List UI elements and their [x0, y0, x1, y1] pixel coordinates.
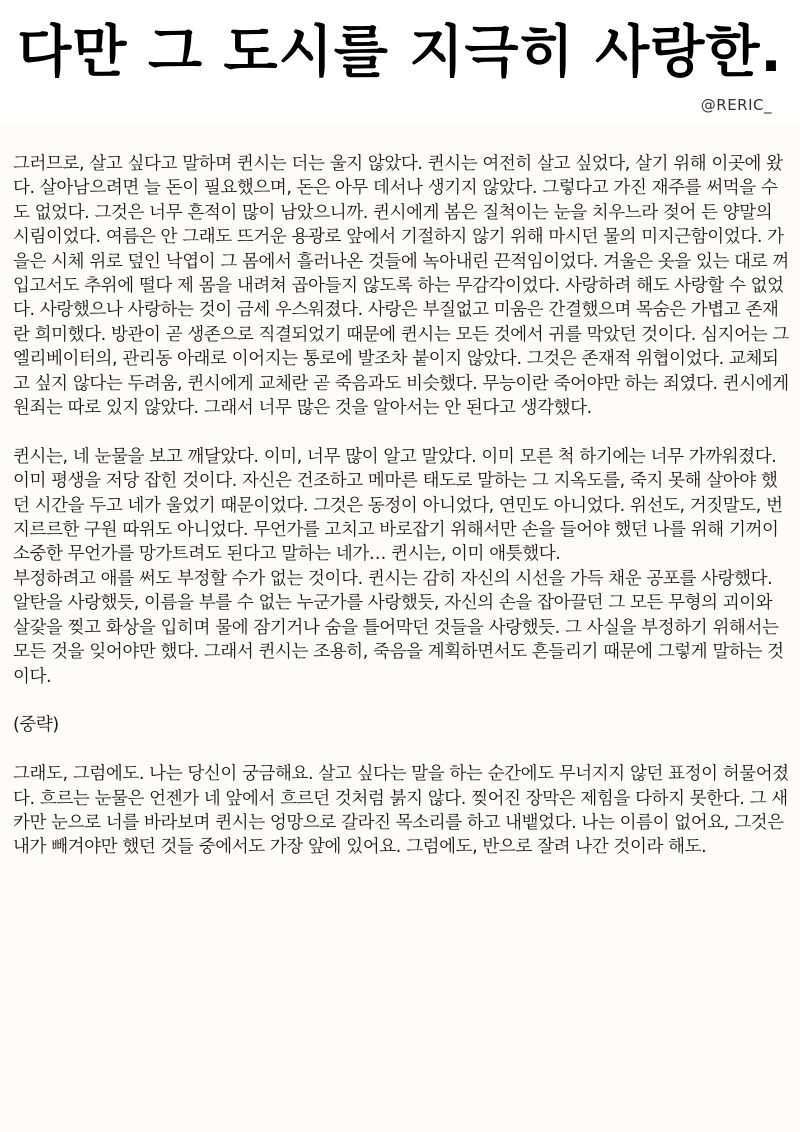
author-handle: @RERIC_ [700, 96, 772, 114]
paragraph-gap [13, 689, 789, 713]
paragraph-3: 그래도, 그럼에도. 나는 당신이 궁금해요. 살고 싶다는 말을 하는 순간에도 무너지지 않던 표정이 허물어졌다. 흐르는 눈물은 언젠가 네 앞에서 흐르던 것처럼 붉지 않다. 찢어진 장막은 제힘을 다하지 못한다. 그 새카만 눈으로 너를 바라보며 퀸시는 엉망으로 갈라진 목소리를 하고 내뱉었다. 나는 이름이 없어요, 그것은 내가 빼겨야만 했던 것들 중에서도 가장 앞에 있어요. 그럼에도, 반으로 잘려 나간 것이라 해도. [13, 764, 789, 858]
paragraph-1: 그러므로, 살고 싶다고 말하며 퀸시는 더는 울지 않았다. 퀸시는 여전히 살고 싶었다, 살기 위해 이곳에 왔다. 살아남으려면 늘 돈이 필요했으며, 돈은 아무 데서나 생기지 않았다. 그렇다고 가진 재주를 써먹을 수도 없었다. 그것은 너무 흔적이 많이 남았으니까. 퀸시에게 봄은 질척이는 눈을 치우느라 젖어 든 양말의 시림이었다. 여름은 안 그래도 뜨거운 용광로 앞에서 기절하지 않기 위해 마시던 물의 미지근함이었다. 가을은 시체 위로 덮인 낙엽이 그 몸에서 흘러나온 것들에 녹아내린 끈적임이었다. 겨울은 옷을 있는 대로 껴입고서도 추위에 떨다 제 몸을 내려쳐 곱아들지 않도록 하는 무감각이었다. 사랑하려 해도 사랑할 수 없었다. 사랑했으나 사랑하는 것이 금세 우스워졌다. 사랑은 부질없고 미움은 간결했으며 목숨은 가볍고 존재란 희미했다. 방관이 곧 생존으로 직결되었기 때문에 퀸시는 모든 것에서 귀를 막았던 것이다. 심지어는 그 엘리베이터의, 관리동 아래로 이어지는 통로에 발조차 붙이지 않았다. 그것은 존재적 위협이었다. 교체되고 싶지 않다는 두려움, 퀸시에게 교체란 곧 죽음과도 비슷했다. 무능이란 죽어야만 하는 죄였다. 퀸시에게 원죄는 따로 있지 않았다. 그래서 너무 많은 것을 알아서는 안 된다고 생각했다. [13, 154, 789, 419]
paragraph-gap [13, 738, 789, 762]
paragraph-2: 퀸시는, 네 눈물을 보고 깨달았다. 이미, 너무 많이 알고 말았다. 이미 모른 척 하기에는 너무 가까워졌다. 이미 평생을 저당 잡힌 것이다. 자신은 건조하고 메마른 태도로 말하는 그 지옥도를, 죽지 못해 살아야 했던 시간을 두고 네가 울었기 때문이었다. 그것은 동정이 아니었다, 연민도 아니었다. 위선도, 거짓말도, 번지르르한 구원 따위도 아니었다. 무언가를 고치고 바로잡기 위해서만 손을 들어야 했던 나를 위해 기꺼이 소중한 무언가를 망가트려도 된다고 말하는 네가… 퀸시는, 이미 애틋했다. 부정하려고 애를 써도 부정할 수가 없는 것이다. 퀸시는 감히 자신의 시선을 가득 채운 공포를 사랑했다. 알탄을 사랑했듯, 이름을 부를 수 없는 누군가를 사랑했듯, 자신의 손을 잡아끌던 그 모든 무형의 괴이와 살갗을 찢고 화상을 입히며 물에 잠기거나 숨을 틀어막던 것들을 사랑했듯. 그 사실을 부정하기 위해서는 모든 것을 잊어야만 했다. 그래서 퀸시는 조용히, 죽음을 계획하면서도 흔들리기 때문에 그렇게 말하는 것이다. [13, 446, 784, 687]
omission-note: (중략) [13, 715, 59, 736]
page-title: 다만 그 도시를 지극히 사랑한. [17, 20, 783, 85]
body-text [13, 152, 789, 860]
paragraph-gap [13, 420, 789, 444]
